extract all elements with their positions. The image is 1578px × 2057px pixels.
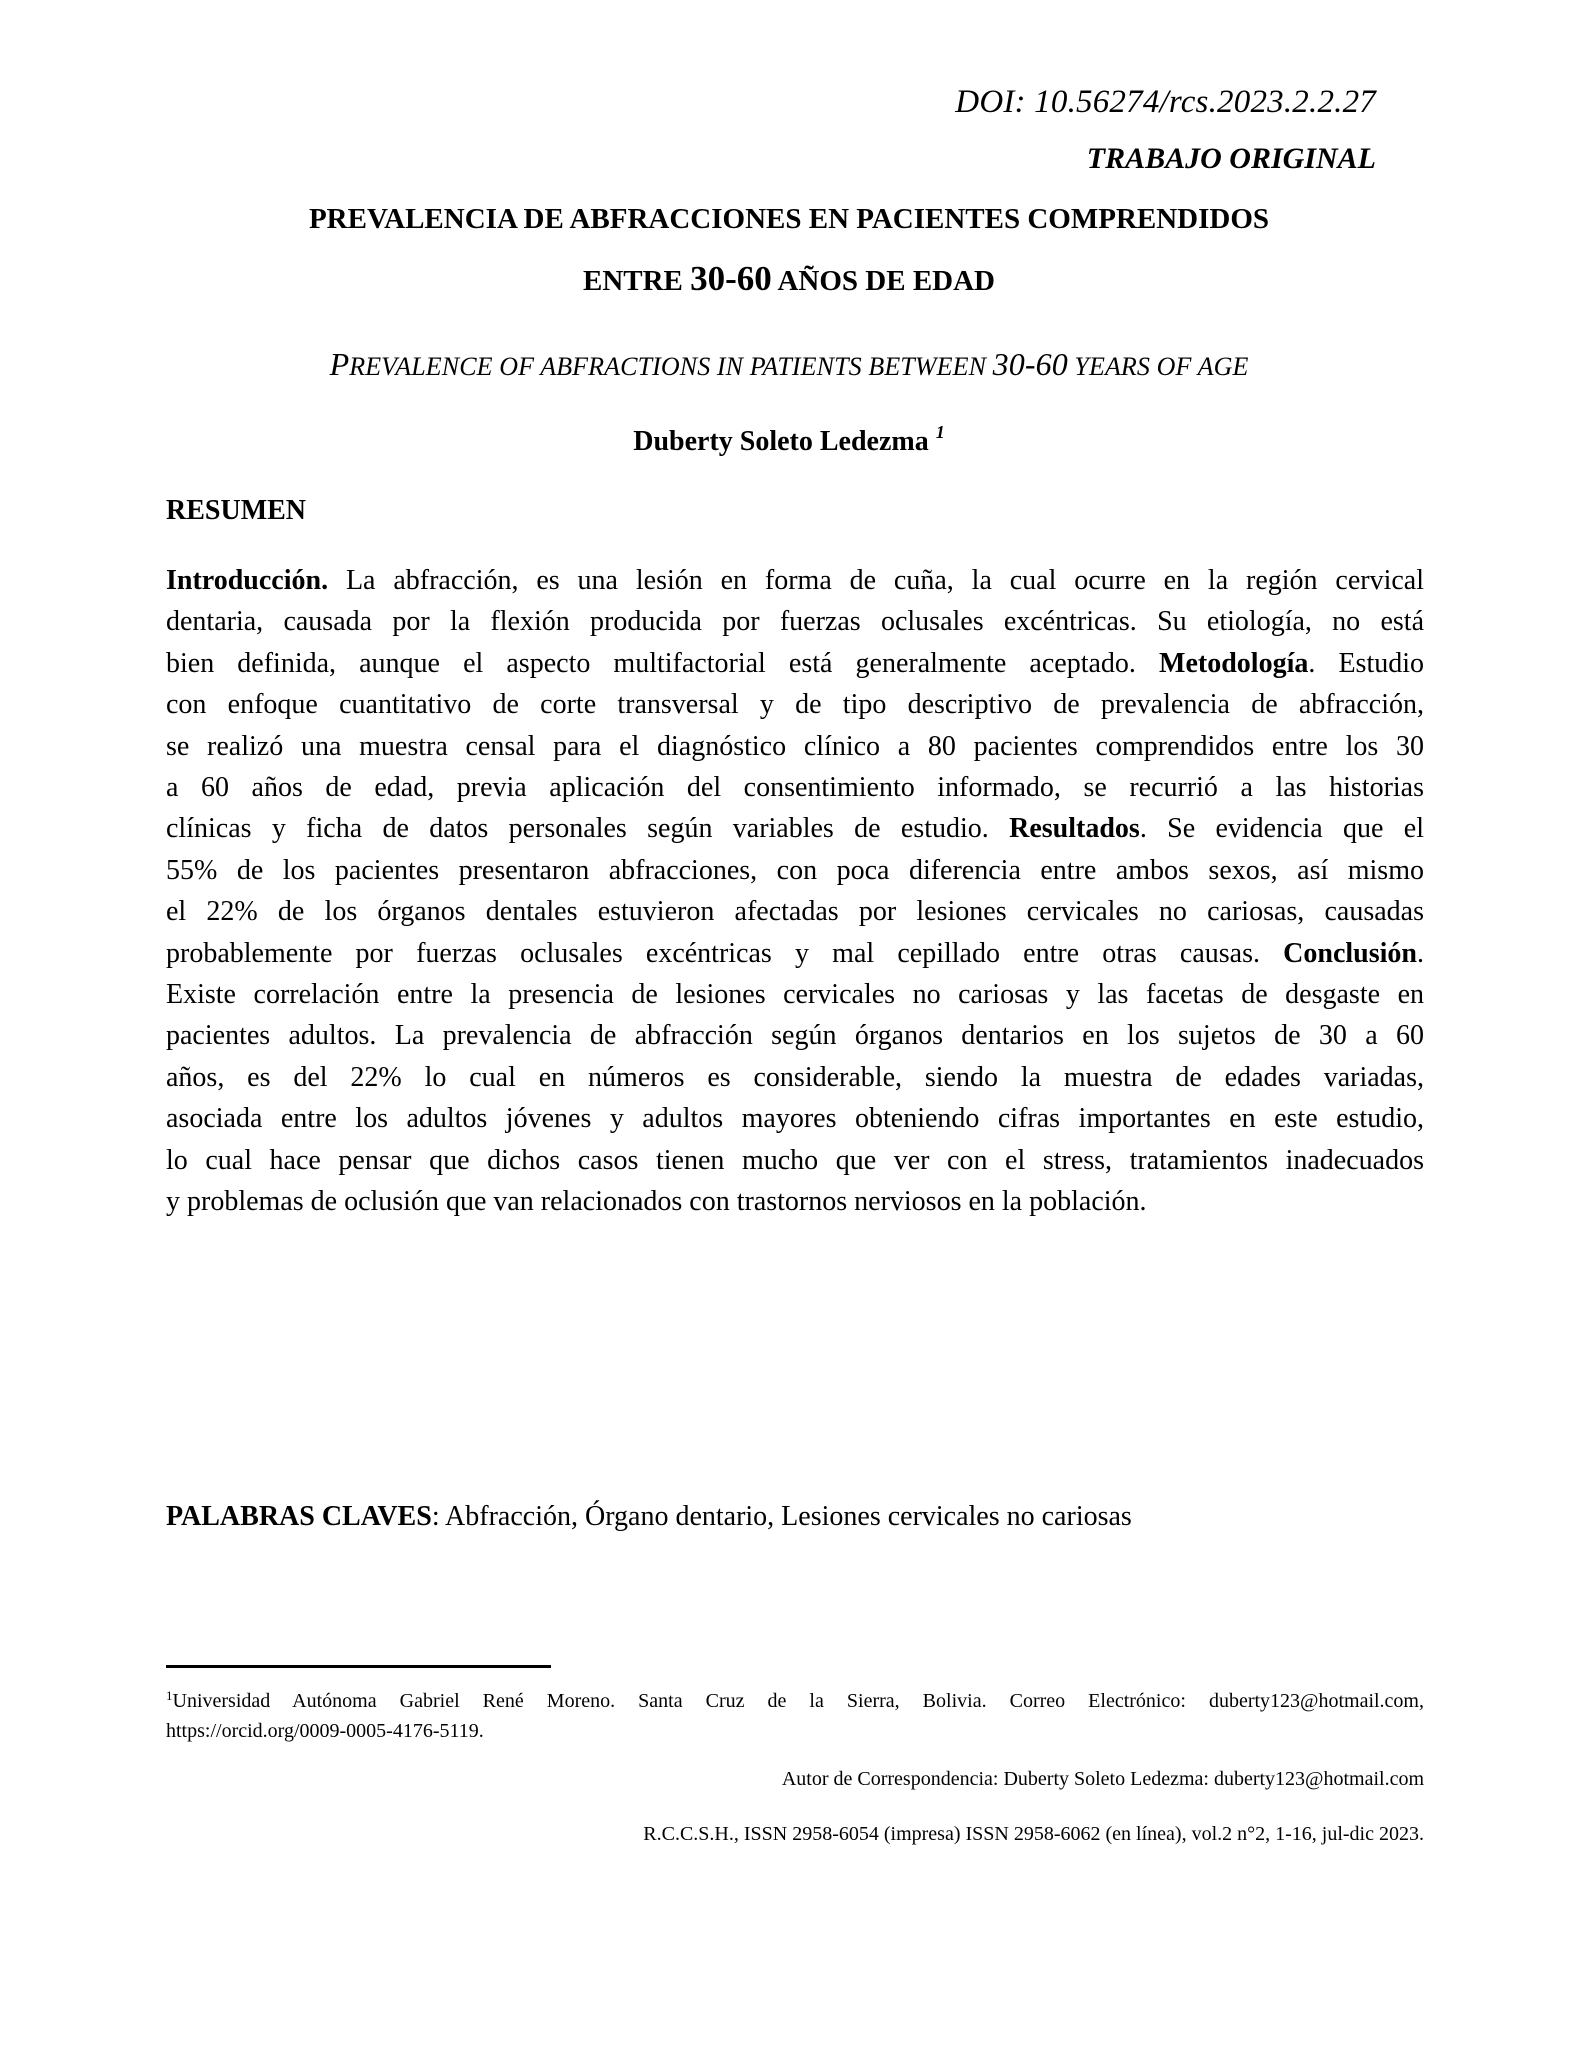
abstract-text: pacientes adultos. La prevalencia de abfracción según órganos dentarios en los sujetos de 30 a 60 (166, 1020, 1424, 1052)
english-title-initial: P (329, 346, 350, 382)
title-text: AÑOS DE EDAD (771, 265, 995, 297)
english-title-text: YEARS OF AGE (1067, 352, 1249, 381)
abstract-section-label: Metodología (1159, 647, 1309, 679)
affiliation-mark[interactable]: 1 (935, 422, 945, 442)
abstract-line (166, 938, 1424, 978)
abstract-line (166, 896, 1424, 936)
abstract-text: lo cual hace pensar que dichos casos tienen mucho que ver con el stress, tratamientos inadecuados (166, 1144, 1424, 1176)
abstract-text: el 22% de los órganos dentales estuvieron afectadas por lesiones cervicales no cariosas, causadas (166, 896, 1424, 928)
english-title-text: REVALENCE OF ABFRACTIONS IN PATIENTS BETWEEN (349, 352, 993, 381)
author (0, 422, 1578, 458)
abstract-line (166, 1020, 1424, 1060)
abstract-line (166, 648, 1424, 688)
abstract-section-label: Introducción. (166, 565, 329, 596)
title-line-2 (0, 259, 1578, 299)
title-text: ENTRE (582, 265, 691, 297)
keywords-text: : Abfracción, Órgano dentario, Lesiones cervicales no cariosas (431, 1501, 1132, 1532)
abstract-text: dentaria, causada por la flexión producida por fuerzas oclusales excéntricas. Su etiología, no está (166, 606, 1424, 638)
title-line-1: PREVALENCIA DE ABFRACCIONES EN PACIENTES COMPRENDIDOS (308, 203, 1270, 235)
abstract-text: bien definida, aunque el aspecto multifactorial está generalmente aceptado. (166, 647, 1160, 679)
journal-reference: R.C.C.S.H., ISSN 2958-6054 (impresa) ISSN 2958-6062 (en línea), vol.2 n°2, 1-16, jul-dic 2023. (643, 1823, 1424, 1845)
footnote-orcid-link[interactable]: https://orcid.org/0009-0005-4176-5119. (166, 1720, 484, 1742)
abstract-text: asociada entre los adultos jóvenes y adultos mayores obteniendo cifras importantes en este estudio, (166, 1103, 1424, 1135)
abstract-text: . Estudio (1308, 647, 1424, 679)
keywords (166, 1501, 1132, 1533)
abstract-text: y problemas de oclusión que van relacionados con trastornos nerviosos en la población. (166, 1186, 1147, 1217)
abstract-line (166, 606, 1424, 646)
english-title-age-range: 30-60 (992, 346, 1068, 382)
footnote-affiliation: Universidad Autónoma Gabriel René Moreno. Santa Cruz de la Sierra, Bolivia. Correo Electrónico: duberty123@hotmail.com, (172, 1690, 1424, 1712)
abstract-text: . Se evidencia que el (1139, 813, 1425, 845)
correspondence: Autor de Correspondencia: Duberty Soleto Ledezma: duberty123@hotmail.com (781, 1768, 1424, 1790)
abstract-text: clínicas y ficha de datos personales según variables de estudio. (166, 813, 1010, 845)
abstract-text: La abfracción, es una lesión en forma de cuña, la cual ocurre en la región cervical (328, 565, 1424, 596)
abstract-text: Existe correlación entre la presencia de lesiones cervicales no cariosas y las facetas de desgaste en (166, 979, 1424, 1010)
abstract-line (166, 772, 1424, 812)
abstract-text: a 60 años de edad, previa aplicación del consentimiento informado, se recurrió a las historias (166, 772, 1424, 803)
abstract-text: con enfoque cuantitativo de corte transversal y de tipo descriptivo de prevalencia de abfracción, (166, 689, 1424, 721)
abstract-line (166, 855, 1424, 895)
doi: DOI: 10.56274/rcs.2023.2.2.27 (955, 84, 1376, 120)
abstract-line (166, 1145, 1424, 1185)
abstract-heading: RESUMEN (166, 495, 307, 526)
abstract-line (166, 813, 1424, 853)
abstract-line (166, 731, 1424, 771)
abstract-line (166, 1062, 1424, 1102)
abstract-text: . (1417, 937, 1424, 969)
author-name: Duberty Soleto Ledezma (633, 426, 936, 457)
footnote-line-1 (166, 1690, 1424, 1718)
abstract-line (166, 1186, 1424, 1226)
abstract-section-label: Resultados (1009, 813, 1140, 845)
abstract-line (166, 979, 1424, 1019)
keywords-label: PALABRAS CLAVES (166, 1501, 432, 1532)
abstract-text: 55% de los pacientes presentaron abfracciones, con poca diferencia entre ambos sexos, así mismo (166, 854, 1424, 886)
title-age-range: 30-60 (690, 259, 772, 298)
abstract-text: probablemente por fuerzas oclusales excéntricas y mal cepillado entre otras causas. (166, 937, 1284, 969)
footnote-divider (166, 1665, 551, 1668)
article-type: TRABAJO ORIGINAL (1086, 142, 1376, 175)
english-title (0, 346, 1578, 383)
abstract-text: años, es del 22% lo cual en números es considerable, siendo la muestra de edades variadas, (166, 1061, 1424, 1093)
footnote-mark: 1 (166, 1688, 173, 1703)
abstract-line (166, 689, 1424, 729)
abstract-text: se realizó una muestra censal para el diagnóstico clínico a 80 pacientes comprendidos entre los 30 (166, 730, 1424, 762)
abstract-line (166, 565, 1424, 605)
abstract-section-label: Conclusión (1283, 937, 1417, 969)
abstract-line (166, 1103, 1424, 1143)
